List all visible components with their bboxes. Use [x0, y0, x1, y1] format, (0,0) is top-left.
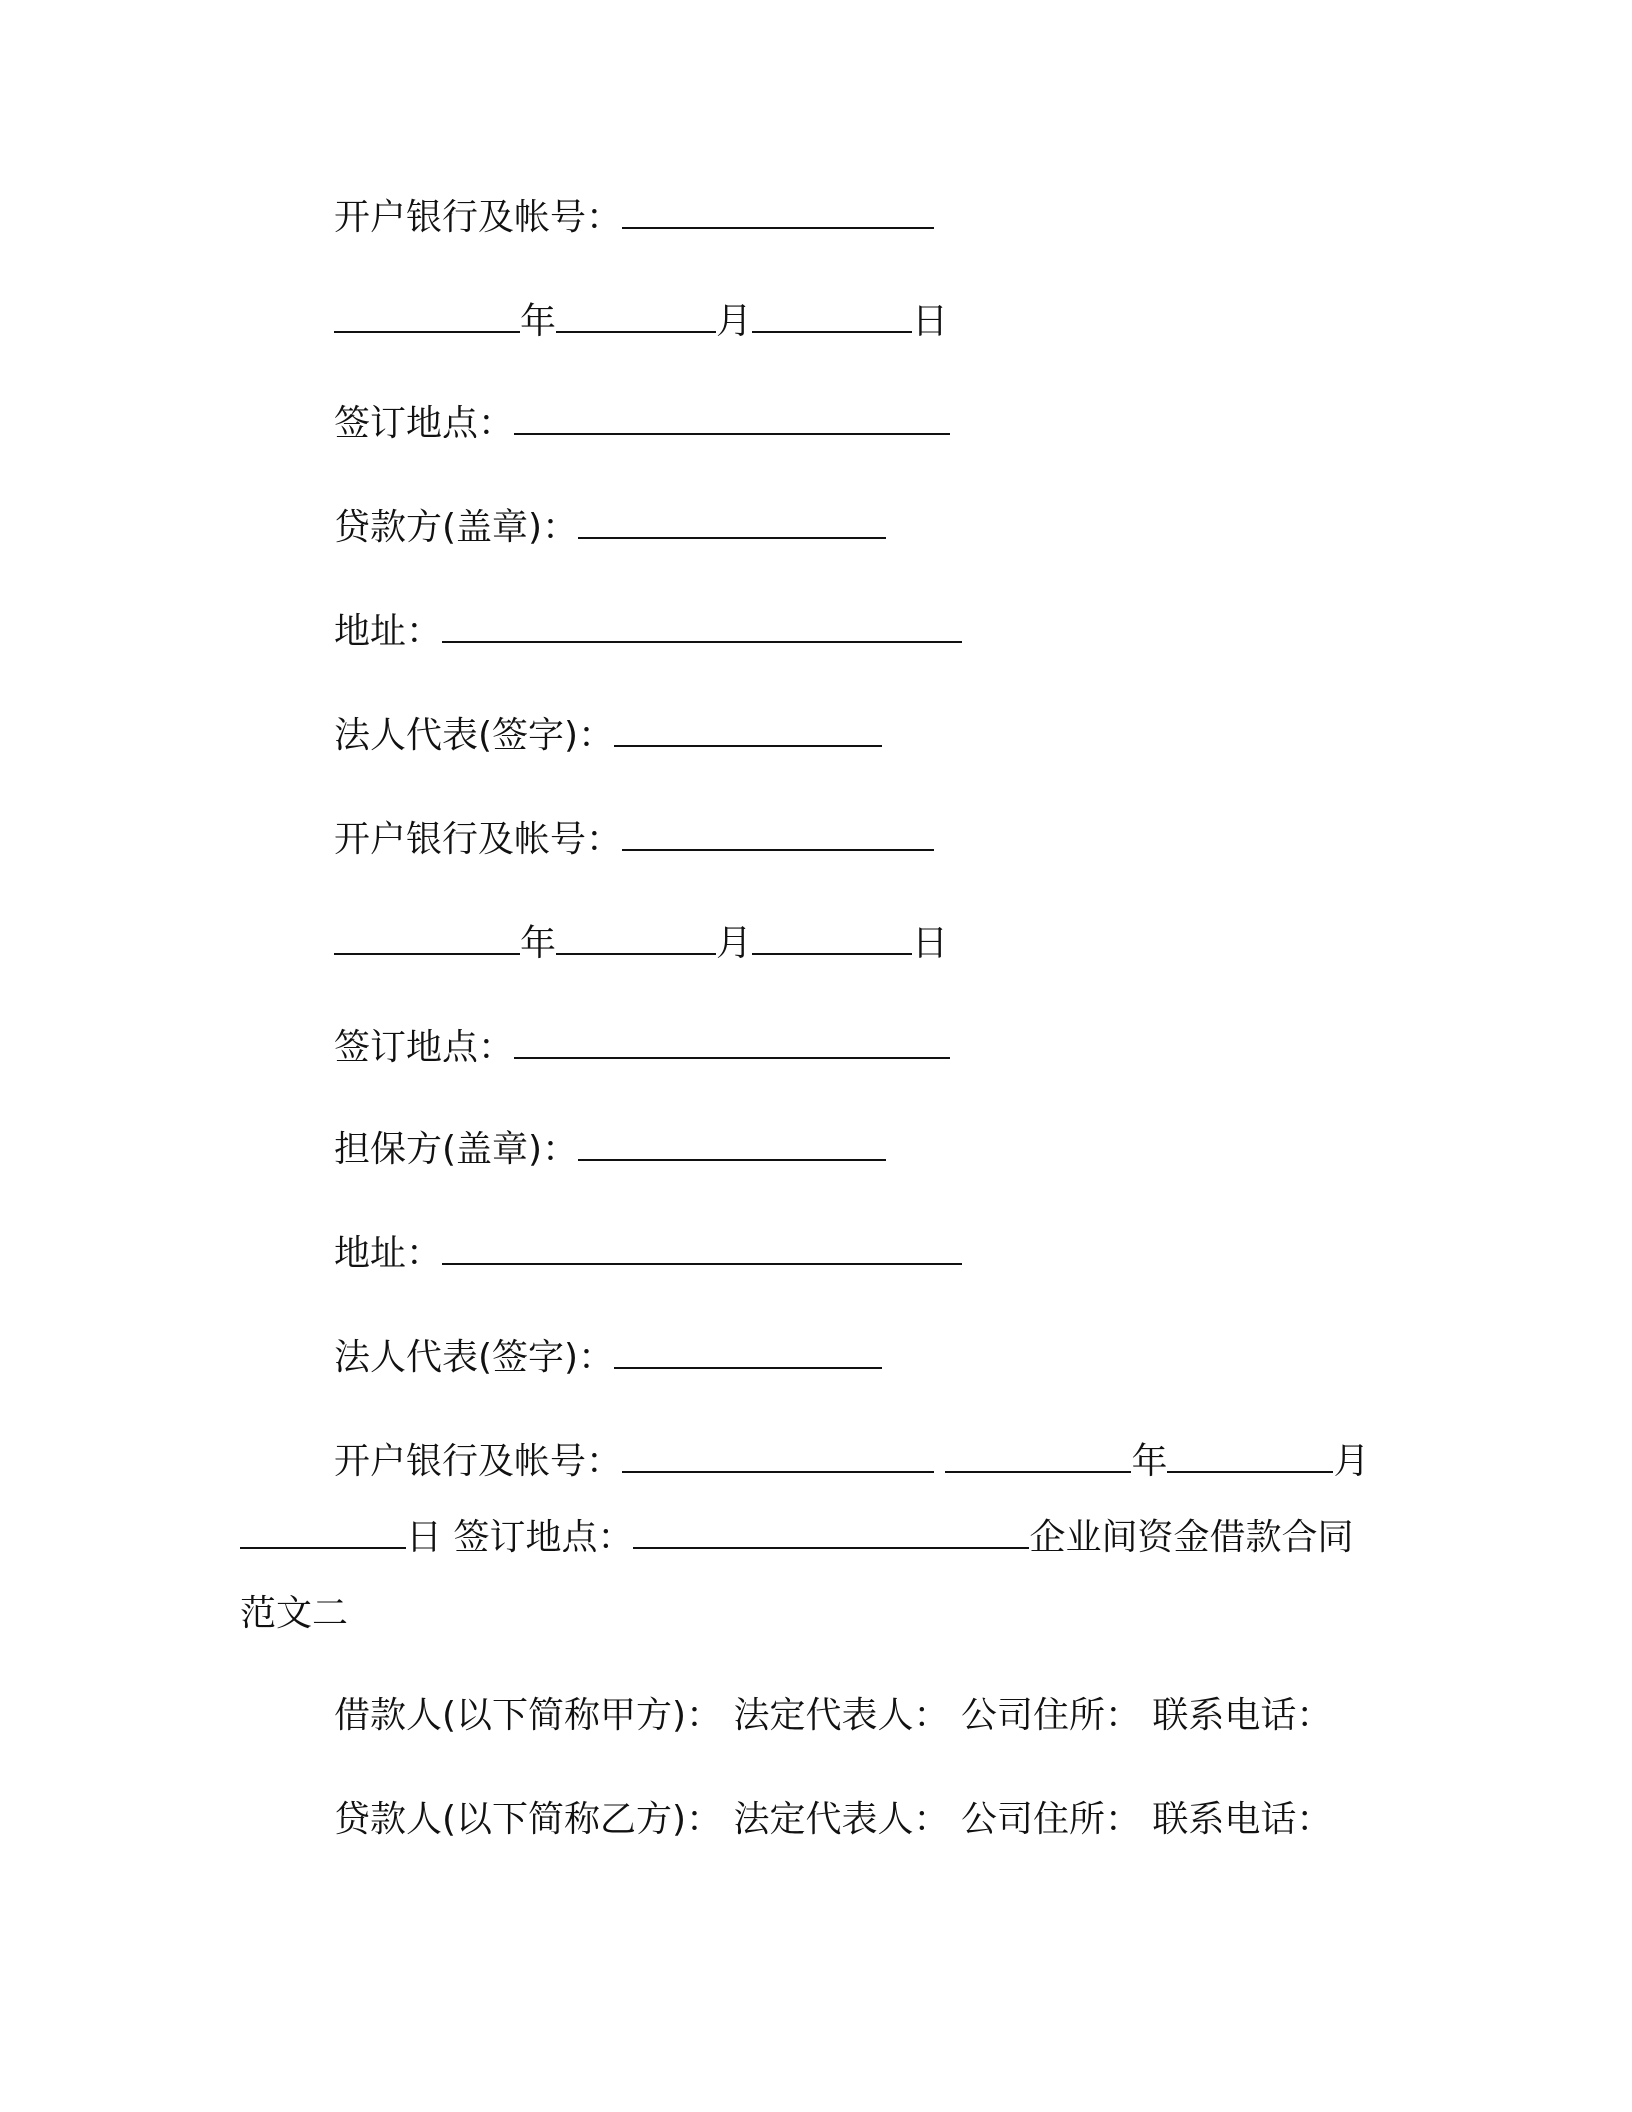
bank-account-label: 开户银行及帐号：	[334, 197, 623, 238]
year-blank[interactable]	[334, 923, 520, 955]
wrap-line-1	[334, 1436, 1370, 1488]
day-blank[interactable]	[240, 1517, 406, 1549]
legal-rep-line	[334, 710, 882, 762]
year-label: 年	[520, 301, 557, 342]
year-label: 年	[1131, 1441, 1168, 1482]
day-label: 日	[912, 301, 949, 342]
legal-rep-blank[interactable]	[614, 715, 882, 747]
day-blank[interactable]	[752, 923, 912, 955]
signing-place-line	[334, 398, 950, 450]
bank-account-label: 开户银行及帐号：	[334, 1441, 623, 1482]
day-blank[interactable]	[752, 301, 912, 333]
year-blank[interactable]	[945, 1441, 1131, 1473]
day-label: 日	[912, 923, 949, 964]
signing-place-blank[interactable]	[633, 1517, 1029, 1549]
month-blank[interactable]	[556, 301, 716, 333]
wrap-line-2	[240, 1512, 1353, 1564]
lender-seal-label: 贷款方(盖章)：	[334, 507, 579, 548]
address-line	[334, 1228, 962, 1280]
party-b-line	[334, 1794, 1332, 1846]
address-line	[334, 606, 962, 658]
month-label: 月	[1333, 1441, 1370, 1482]
year-label: 年	[520, 923, 557, 964]
guarantor-seal-label: 担保方(盖章)：	[334, 1129, 579, 1170]
month-blank[interactable]	[556, 923, 716, 955]
legal-rep-blank[interactable]	[614, 1337, 882, 1369]
party-a-line	[334, 1690, 1332, 1742]
signing-place-label: 签订地点：	[334, 1027, 515, 1068]
address-label: 地址：	[334, 1233, 443, 1274]
bank-account-blank[interactable]	[622, 1441, 934, 1473]
month-label: 月	[716, 923, 753, 964]
legal-rep-line	[334, 1332, 882, 1384]
guarantor-seal-blank[interactable]	[578, 1129, 886, 1161]
address-blank[interactable]	[442, 611, 962, 643]
date-line	[334, 918, 948, 970]
contract-title-part: 企业间资金借款合同	[1029, 1517, 1354, 1558]
signing-place-blank[interactable]	[514, 403, 950, 435]
signing-place-label: 签订地点：	[334, 403, 515, 444]
party-a-text: 借款人(以下简称甲方)： 法定代表人： 公司住所： 联系电话：	[334, 1695, 1333, 1736]
address-label: 地址：	[334, 611, 443, 652]
party-b-text: 贷款人(以下简称乙方)： 法定代表人： 公司住所： 联系电话：	[334, 1799, 1333, 1840]
signing-place-line	[334, 1022, 950, 1074]
wrap-line-3	[240, 1588, 348, 1640]
legal-rep-label: 法人代表(签字)：	[334, 715, 615, 756]
bank-account-line	[334, 814, 934, 866]
bank-account-line	[334, 192, 934, 244]
signing-place-blank[interactable]	[514, 1027, 950, 1059]
year-blank[interactable]	[334, 301, 520, 333]
contract-title-suffix: 范文二	[240, 1593, 349, 1634]
month-blank[interactable]	[1167, 1441, 1333, 1473]
guarantor-seal-line	[334, 1124, 886, 1176]
date-line	[334, 296, 948, 348]
lender-seal-blank[interactable]	[578, 507, 886, 539]
bank-account-blank[interactable]	[622, 819, 934, 851]
day-signing-label: 日 签订地点：	[406, 1517, 634, 1558]
lender-seal-line	[334, 502, 886, 554]
address-blank[interactable]	[442, 1233, 962, 1265]
bank-account-label: 开户银行及帐号：	[334, 819, 623, 860]
month-label: 月	[716, 301, 753, 342]
legal-rep-label: 法人代表(签字)：	[334, 1337, 615, 1378]
bank-account-blank[interactable]	[622, 197, 934, 229]
